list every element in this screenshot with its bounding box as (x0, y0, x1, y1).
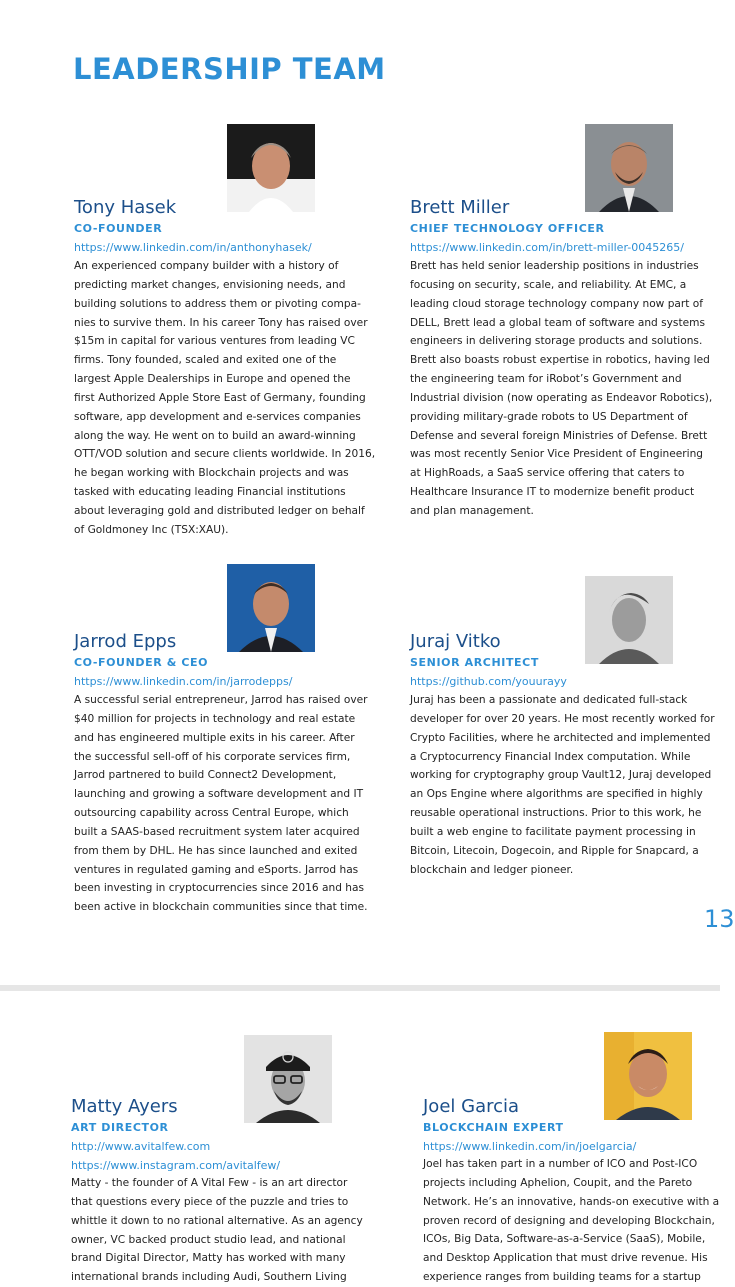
bio-line: about leveraging gold and distributed ledger on behalf (74, 504, 365, 517)
bio-line: of Goldmoney Inc (TSX:XAU). (74, 523, 229, 536)
bio-line: experience ranges from building teams for a startup (423, 1271, 701, 1284)
bio-line: an Ops Engine where algorithms are specified in highly (410, 788, 703, 801)
bio-line: whittle it down to no rational alternative. As an agency (71, 1214, 363, 1227)
avatar (244, 1035, 332, 1123)
bio-line: Brett has held senior leadership positions in industries (410, 260, 699, 272)
bio-line: Joel has taken part in a number of ICO and Post-ICO (423, 1158, 698, 1170)
member-role: ART DIRECTOR (71, 1121, 169, 1134)
bio-line: predicting market changes, envisioning needs, and (74, 278, 346, 291)
bio-line: proven record of designing and developing Blockchain, (423, 1214, 715, 1227)
bio-line: built a web engine to facilitate payment processing in (410, 825, 696, 838)
bio-line: and Desktop Application that must drive revenue. His (423, 1252, 708, 1265)
avatar (227, 124, 315, 212)
bio-line: focusing on security, scale, and reliability. At EMC, a (410, 278, 687, 291)
bio-line: engineers in delivering storage products and solutions. (410, 335, 703, 348)
bio-line: at HighRoads, a SaaS service offering that caters to (410, 467, 685, 480)
bio-line: been investing in cryptocurrencies since 2016 and has (74, 882, 365, 895)
linkedin-link[interactable]: https://www.linkedin.com/in/joelgarcia/ (423, 1140, 637, 1153)
bio-line: providing military-grade robots to US Department of (410, 410, 688, 423)
page-number: 13 (704, 905, 735, 933)
bio-line: outsourcing capability across Central Europe, which (74, 807, 349, 820)
bio-line: first Authorized Apple Store East of Germany, founding (74, 391, 366, 404)
avatar (585, 124, 673, 212)
member-bio (423, 1155, 719, 1287)
member-name: Jarrod Epps (74, 631, 177, 652)
bio-line: Defense and several foreign Ministries of Defense. Brett (410, 429, 708, 442)
member-name: Joel Garcia (423, 1096, 520, 1117)
bio-line: brand Digital Director, Matty has worked with many (71, 1252, 346, 1265)
member-name: Matty Ayers (71, 1096, 178, 1117)
member-bio (410, 691, 715, 879)
bio-line: largest Apple Dealerships in Europe and opened the (74, 373, 351, 386)
bio-line: working for cryptography group Vault12, Juraj developed (410, 769, 712, 782)
bio-line: $15m in capital for various ventures from leading VC (74, 335, 355, 348)
bio-line: firms. Tony founded, scaled and exited one of the (74, 354, 337, 367)
member-role: CHIEF TECHNOLOGY OFFICER (410, 222, 605, 235)
bio-line: Brett also boasts robust expertise in robotics, having led (410, 354, 710, 367)
bio-line: building solutions to address them or pivoting compa- (74, 297, 361, 310)
member-role: CO-FOUNDER & CEO (74, 656, 209, 669)
bio-line: developer for over 20 years. He most recently worked for (410, 712, 715, 725)
bio-line: and plan management. (410, 504, 534, 517)
member-role: CO-FOUNDER (74, 222, 163, 235)
bio-line: launching and growing a software development and IT (74, 788, 364, 801)
member-name: Juraj Vitko (410, 631, 501, 652)
bio-line: reusable operational instructions. Prior to this work, he (410, 807, 702, 820)
linkedin-link[interactable]: https://www.linkedin.com/in/jarrodepps/ (74, 675, 293, 688)
bio-line: built a SAAS-based recruitment system later acquired (74, 825, 360, 838)
bio-line: Healthcare Insurance IT to modernize benefit product (410, 486, 695, 499)
bio-line: the engineering team for iRobot’s Government and (410, 373, 682, 386)
bio-line: the successful sell-off of his corporate services firm, (74, 750, 351, 763)
bio-line: owner, VC backed product studio lead, and national (71, 1233, 346, 1246)
bio-line: and has engineered multiple exits in his career. After (74, 731, 355, 744)
linkedin-link[interactable]: https://www.linkedin.com/in/anthonyhasek/ (74, 241, 312, 254)
bio-line: blockchain and ledger pioneer. (410, 863, 574, 876)
page-divider (0, 985, 720, 991)
bio-line: been active in blockchain communities since that time. (74, 901, 368, 914)
bio-line: a Cryptocurrency Financial Index computation. While (410, 750, 691, 763)
bio-line: ICOs, Big Data, Software-as-a-Service (SaaS), Mobile, (423, 1233, 706, 1246)
bio-line: projects including Aphelion, Coupit, and the Pareto (423, 1176, 693, 1189)
member-bio (410, 257, 712, 521)
bio-line: leading cloud storage technology company now part of (410, 297, 704, 310)
bio-line: from them by DHL. He has since launched and exited (74, 844, 358, 857)
bio-line: Industrial division (now operating as Endeavor Robotics), (410, 391, 713, 404)
member-name: Tony Hasek (74, 197, 177, 218)
github-link[interactable]: https://github.com/youurayy (410, 675, 567, 688)
avatar (604, 1032, 692, 1120)
bio-line: that questions every piece of the puzzle and tries to (71, 1195, 349, 1208)
member-role: BLOCKCHAIN EXPERT (423, 1121, 564, 1134)
bio-line: Juraj has been a passionate and dedicated full-stack (410, 694, 688, 706)
bio-line: A successful serial entrepreneur, Jarrod has raised over (74, 694, 368, 706)
bio-line: OTT/VOD solution and secure clients worldwide. In 2016, (74, 448, 376, 461)
bio-line: tasked with educating leading Financial institutions (74, 486, 346, 499)
bio-line: Matty - the founder of A Vital Few - is an art director (71, 1177, 348, 1189)
bio-line: ventures in regulated gaming and eSports. Jarrod has (74, 863, 359, 876)
bio-line: along the way. He went on to build an award-winning (74, 429, 356, 442)
bio-line: $40 million for projects in technology and real estate (74, 712, 356, 725)
bio-line: An experienced company builder with a history of (74, 260, 339, 272)
bio-line: international brands including Audi, Southern Living (71, 1271, 347, 1284)
bio-line: he began working with Blockchain projects and was (74, 467, 349, 480)
avatar (585, 576, 673, 664)
bio-line: Crypto Facilities, where he architected and implemented (410, 731, 711, 744)
instagram-link[interactable]: https://www.instagram.com/avitalfew/ (71, 1159, 281, 1172)
member-bio (74, 257, 375, 540)
avatar (227, 564, 315, 652)
bio-line: nies to survive them. In his career Tony has raised over (74, 316, 368, 329)
member-role: SENIOR ARCHITECT (410, 656, 539, 669)
page-title: LEADERSHIP TEAM (73, 52, 386, 86)
website-link[interactable]: http://www.avitalfew.com (71, 1140, 211, 1153)
bio-line: Bitcoin, Litecoin, Dogecoin, and Ripple for Snapcard, a (410, 844, 699, 857)
bio-line: Network. He’s an innovative, hands-on executive with a (423, 1195, 720, 1208)
member-bio (71, 1174, 363, 1287)
member-bio (74, 691, 368, 917)
bio-line: software, app development and e-services companies (74, 410, 361, 423)
bio-line: Jarrod partnered to build Connect2 Development, (74, 769, 337, 782)
bio-line: DELL, Brett lead a global team of software and systems (410, 316, 705, 329)
member-name: Brett Miller (410, 197, 510, 218)
bio-line: was most recently Senior Vice President of Engineering (410, 448, 704, 461)
linkedin-link[interactable]: https://www.linkedin.com/in/brett-miller-0045265/ (410, 241, 684, 254)
